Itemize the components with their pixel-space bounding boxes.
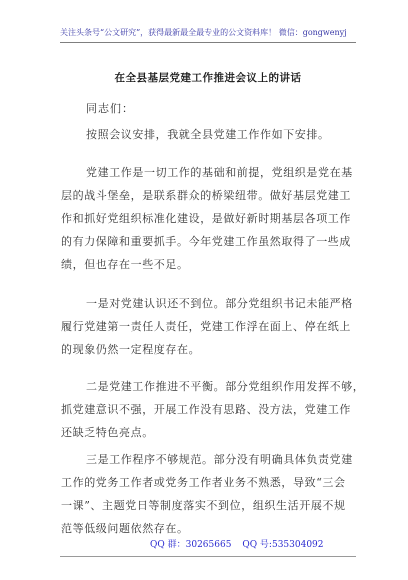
salutation: 同志们： [86,102,134,115]
paragraph-line: 履行党建第一责任人责任，党建工作浮在面上、停在纸上 [61,320,351,333]
paragraph-line: 的现象仍然一定程度存在。 [61,343,201,356]
paragraph-line: 作和抓好党组织标准化建设，是做好新时期基层各项工作 [61,212,351,225]
paragraph-line: 层的战斗堡垒，是联系群众的桥梁纽带。做好基层党建工 [61,189,351,202]
paragraph-line: 二是党建工作推进不平衡。部分党组织作用发挥不够， [86,380,365,393]
paragraph-line: 一课”、主题党日等制度落实不到位，组织生活开展不规 [61,499,346,512]
paragraph-4 [61,375,365,444]
paragraph-3 [61,292,356,361]
paragraph-line: 按照会议安排，我就全县党建工作作如下安排。 [86,128,330,141]
paragraph-line: 范等低级问题依然存在。 [61,522,189,535]
paragraph-line: 绩，但也存在一些不足。 [61,258,189,271]
paragraph-2 [61,161,356,276]
paragraph-line: 工作的党务工作者或党务工作者业务不熟悉，导致“三会 [61,476,346,489]
qq-account-number: QQ 号:535304092 [242,540,324,550]
paragraph-line: 的有力保障和重要抓手。今年党建工作虽然取得了一些成 [61,235,351,248]
paragraph-1 [86,123,356,146]
paragraph-line: 三是工作程序不够规范。部分没有明确具体负责党建 [86,453,353,466]
header-banner: 关注头条号“公文研究”，获得最新最全最专业的公文资料库！ 微信：gongwenyj [60,28,347,37]
document-title: 在全县基层党建工作推进会议上的讲话 [114,72,302,84]
paragraph-5 [61,448,356,540]
footer-divider [60,556,356,557]
paragraph-line: 抓党建意识不强，开展工作没有思路、没方法，党建工作 [61,403,351,416]
qq-group-number: QQ 群：30265665 [150,540,232,550]
paragraph-line: 还缺乏特色亮点。 [61,426,154,439]
paragraph-line: 党建工作是一切工作的基础和前提，党组织是党在基 [86,166,353,179]
footer-contact [150,537,332,550]
header-divider [60,42,356,43]
paragraph-line: 一是对党建认识还不到位。部分党组织书记未能严格 [86,297,353,310]
